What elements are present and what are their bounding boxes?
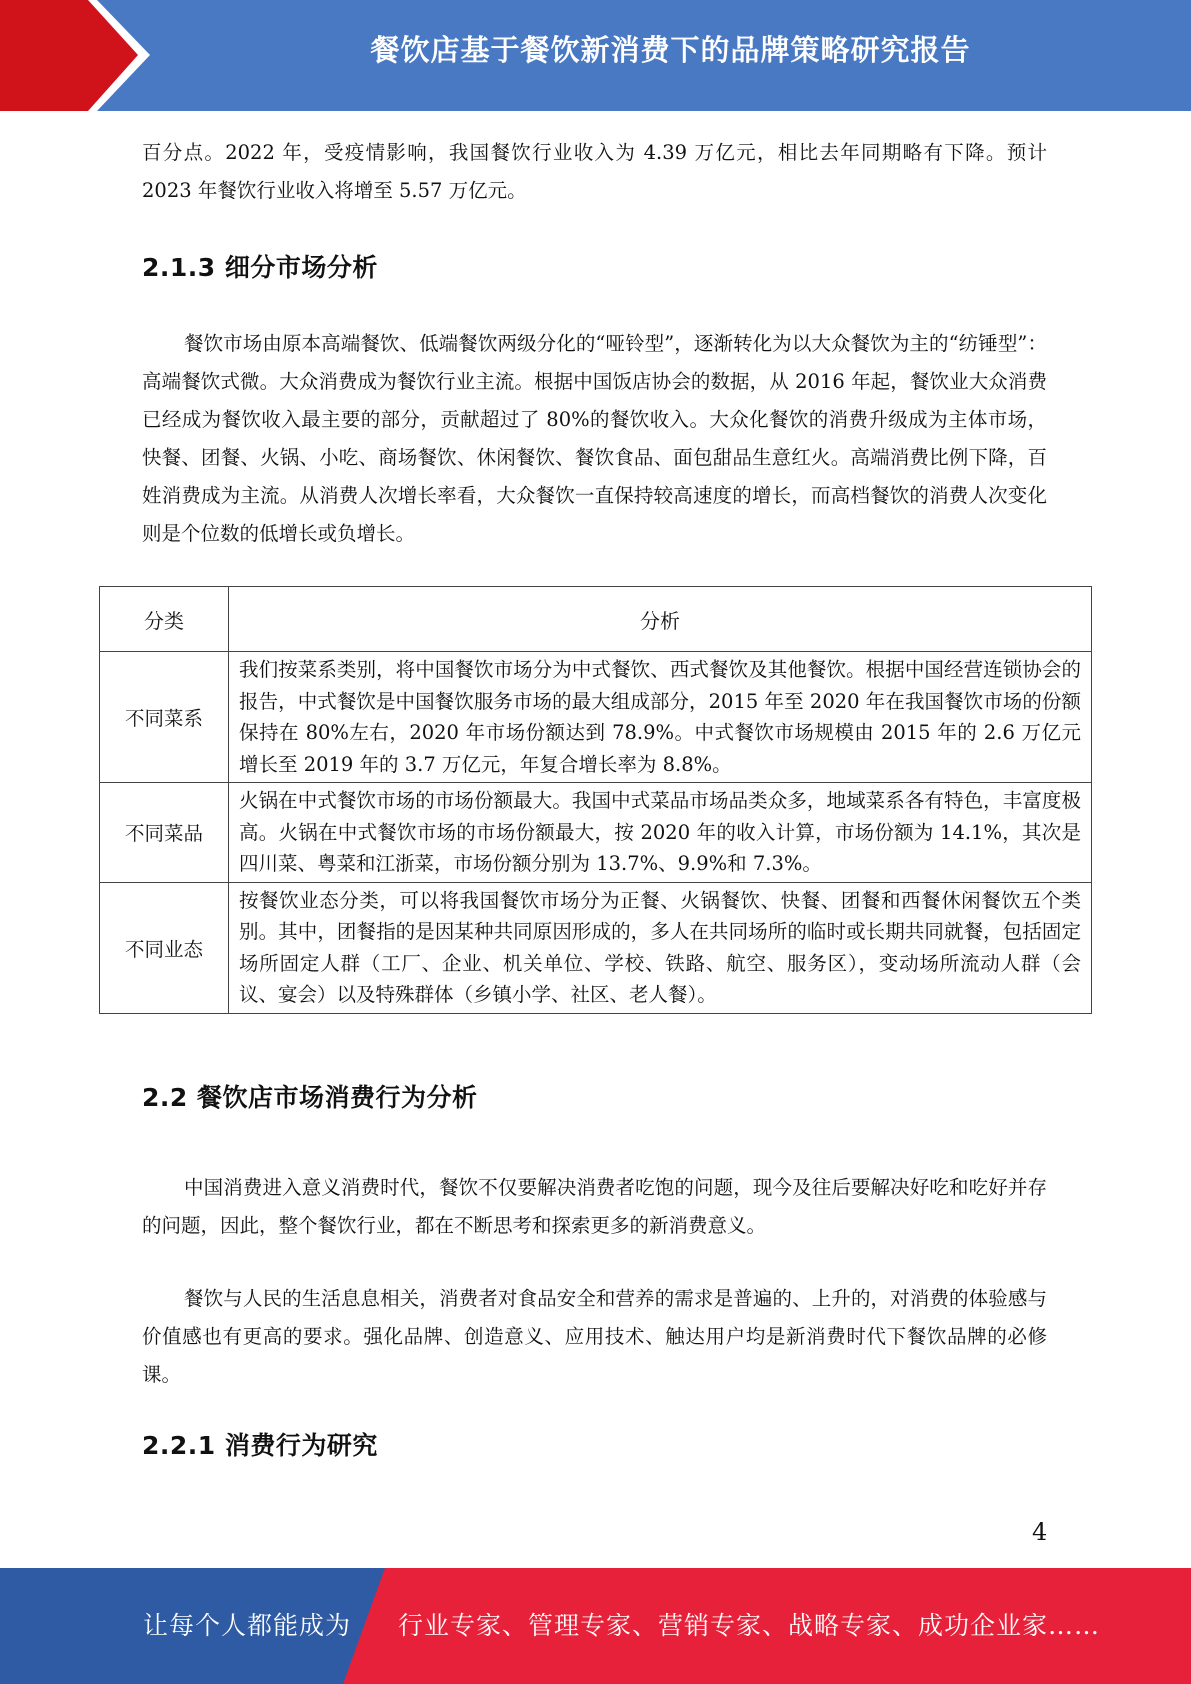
document-title: 餐饮店基于餐饮新消费下的品牌策略研究报告	[370, 33, 971, 67]
section-heading-2-2-1: 2.2.1 消费行为研究	[142, 1431, 378, 1460]
market-segment-table	[99, 586, 1092, 1014]
table-cell-analysis: 按餐饮业态分类，可以将我国餐饮市场分为正餐、火锅餐饮、快餐、团餐和西餐休闲餐饮五个类别。其中，团餐指的是因某种共同原因形成的，多人在共同场所的临时或长期共同就餐，包括固定场所固定人群（工厂、企业、机关单位、学校、铁路、航空、服务区），变动场所流动人群（会议、宴会）以及特殊群体（乡镇小学、社区、老人餐）。	[229, 882, 1092, 1013]
page-number: 4	[1032, 1518, 1048, 1546]
section-2-1-3-paragraph: 餐饮市场由原本高端餐饮、低端餐饮两级分化的“哑铃型”，逐渐转化为以大众餐饮为主的“纺锤型”：高端餐饮式微。大众消费成为餐饮行业主流。根据中国饭店协会的数据，从 2016 年起，餐饮业大众消费已经成为餐饮收入最主要的部分，贡献超过了 80%的餐饮收入。大众化餐饮的消费升级成为主体市场，快餐、团餐、火锅、小吃、商场餐饮、休闲餐饮、餐饮食品、面包甜品生意红火。高端消费比例下降，百姓消费成为主流。从消费人次增长率看，大众餐饮一直保持较高速度的增长，而高档餐饮的消费人次变化则是个位数的低增长或负增长。	[142, 332, 1047, 545]
intro-paragraph: 百分点。2022 年，受疫情影响，我国餐饮行业收入为 4.39 万亿元，相比去年同期略有下降。预计 2023 年餐饮行业收入将增至 5.57 万亿元。	[142, 141, 1047, 202]
footer-slogan-left: 让每个人都能成为	[143, 1611, 352, 1640]
table-header-category: 分类	[100, 587, 229, 652]
page-footer	[0, 1568, 1191, 1684]
section-heading-2-2: 2.2 餐饮店市场消费行为分析	[142, 1083, 478, 1112]
table-cell-category: 不同菜系	[100, 652, 229, 783]
page-header	[0, 0, 1191, 111]
table-row	[100, 882, 1092, 1013]
table-header-row	[100, 587, 1092, 652]
table-header-analysis: 分析	[229, 587, 1092, 652]
section-heading-2-1-3: 2.1.3 细分市场分析	[142, 253, 378, 282]
table-row	[100, 652, 1092, 783]
footer-slogan-right: 行业专家、管理专家、营销专家、战略专家、成功企业家……	[398, 1611, 1101, 1640]
header-chevron-decoration	[0, 0, 150, 111]
section-2-2-paragraph-1: 中国消费进入意义消费时代，餐饮不仅要解决消费者吃饱的问题，现今及往后要解决好吃和吃好并存的问题，因此，整个餐饮行业，都在不断思考和探索更多的新消费意义。	[142, 1176, 1047, 1237]
section-2-2-paragraph-2: 餐饮与人民的生活息息相关，消费者对食品安全和营养的需求是普遍的、上升的，对消费的体验感与价值感也有更高的要求。强化品牌、创造意义、应用技术、触达用户均是新消费时代下餐饮品牌的必修课。	[142, 1287, 1047, 1386]
table-cell-category: 不同菜品	[100, 783, 229, 883]
table-cell-analysis: 我们按菜系类别，将中国餐饮市场分为中式餐饮、西式餐饮及其他餐饮。根据中国经营连锁协会的报告，中式餐饮是中国餐饮服务市场的最大组成部分，2015 年至 2020 年在我国餐饮市场的份额保持在 80%左右，2020 年市场份额达到 78.9%。中式餐饮市场规模由 2015 年的 2.6 万亿元增长至 2019 年的 3.7 万亿元，年复合增长率为 8.8%。	[229, 652, 1092, 783]
table-row	[100, 783, 1092, 883]
table-cell-analysis: 火锅在中式餐饮市场的市场份额最大。我国中式菜品市场品类众多，地域菜系各有特色，丰富度极高。火锅在中式餐饮市场的市场份额最大，按 2020 年的收入计算，市场份额为 14.1%，其次是四川菜、粤菜和江浙菜，市场份额分别为 13.7%、9.9%和 7.3%。	[229, 783, 1092, 883]
table-cell-category: 不同业态	[100, 882, 229, 1013]
